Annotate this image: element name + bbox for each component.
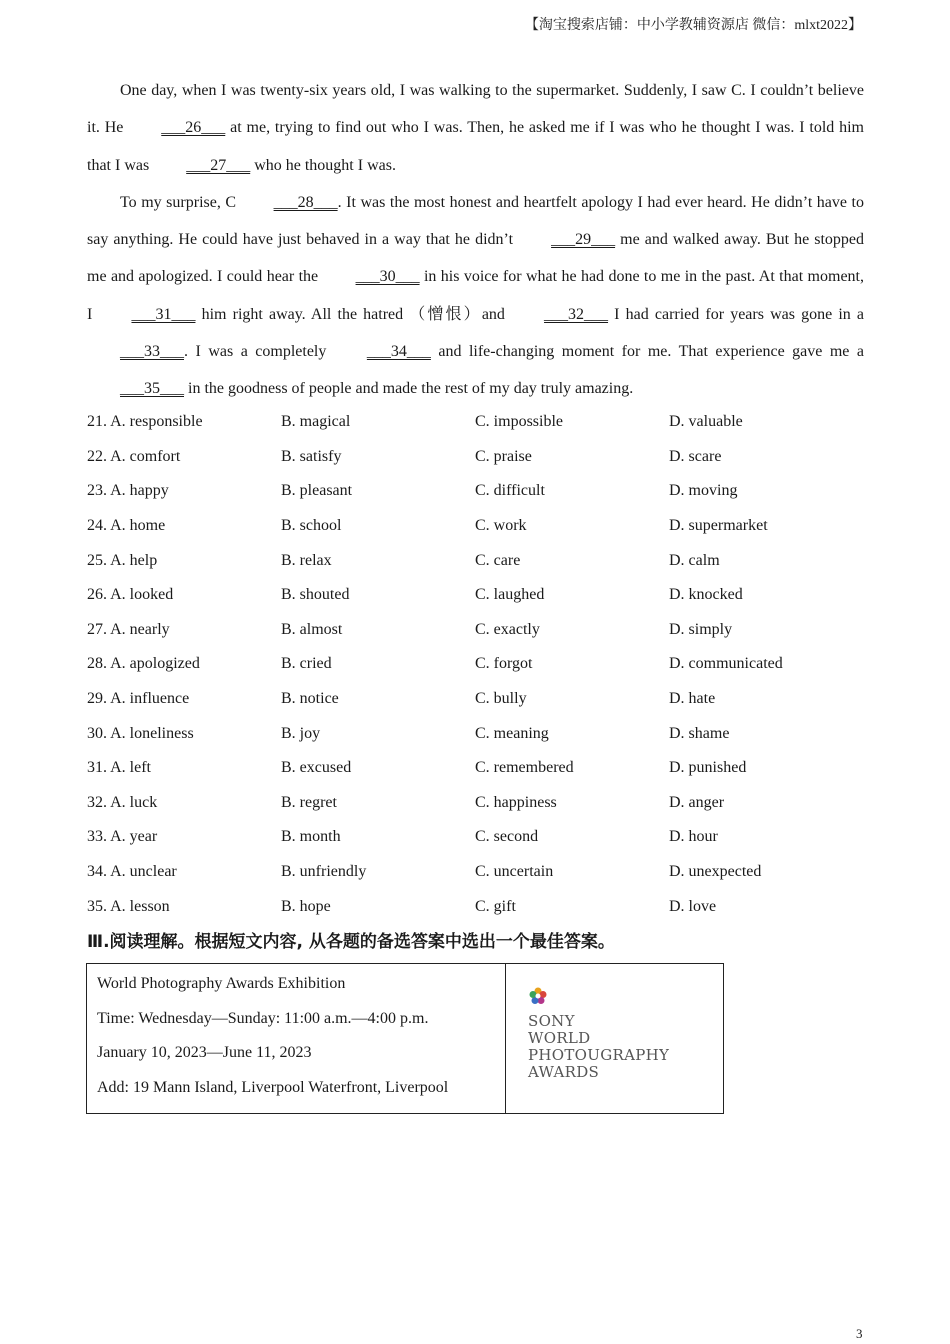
blank-28: ___28___: [273, 193, 338, 211]
page-header: 【淘宝搜索店铺：中小学教辅资源店 微信：mlxt2022】: [524, 18, 862, 33]
option-row: [87, 613, 864, 648]
option-d: D. hour: [669, 828, 718, 846]
option-a: 28. A. apologized: [87, 655, 200, 673]
option-d: D. moving: [669, 482, 738, 500]
text: I had carried for years was gone in a: [608, 305, 864, 323]
option-b: B. pleasant: [281, 482, 353, 500]
section-title: Ⅲ.阅读理解。根据短文内容, 从各题的备选答案中选出一个最佳答案。: [87, 932, 615, 952]
option-d: D. unexpected: [669, 863, 762, 881]
option-a: 23. A. happy: [87, 482, 169, 500]
option-a: 30. A. loneliness: [87, 724, 194, 742]
paragraph-1: [87, 72, 864, 184]
option-a: 22. A. comfort: [87, 447, 181, 465]
option-d: D. anger: [669, 793, 725, 811]
text: at me, trying to find out who I was. Then, he asked me if I was who he thought I was. I told him that I was: [87, 119, 865, 174]
text: and life-changing moment for me. That experience gave me a: [430, 343, 865, 361]
cloze-passage: [87, 72, 864, 408]
logo-line: SONY: [528, 1012, 575, 1030]
option-row: [87, 751, 864, 786]
exhibition-details: [87, 964, 506, 1113]
option-c: C. second: [475, 828, 539, 846]
logo-cell: [506, 964, 723, 1113]
option-b: B. satisfy: [281, 447, 342, 465]
logo-line: AWARDS: [528, 1063, 600, 1081]
text: him right away. All the hatred （憎恨）and: [195, 305, 512, 323]
option-c: C. work: [475, 517, 527, 535]
option-b: B. regret: [281, 793, 337, 811]
option-a: 32. A. luck: [87, 793, 158, 811]
option-d: D. valuable: [669, 413, 743, 431]
option-a: 33. A. year: [87, 828, 158, 846]
option-c: C. remembered: [475, 759, 574, 777]
blank-30: ___30___: [355, 268, 420, 286]
option-row: [87, 543, 864, 578]
option-b: B. notice: [281, 690, 339, 708]
logo-line: WORLD: [528, 1029, 591, 1047]
option-d: D. calm: [669, 551, 720, 569]
blank-32: ___32___: [544, 305, 609, 323]
text: To my surprise, C: [120, 193, 241, 211]
option-row: [87, 647, 864, 682]
option-c: C. care: [475, 551, 521, 569]
option-b: B. cried: [281, 655, 332, 673]
option-a: 21. A. responsible: [87, 413, 203, 431]
option-c: C. impossible: [475, 413, 564, 431]
option-c: C. laughed: [475, 586, 545, 604]
sony-awards-logo: [528, 986, 669, 1081]
blank-34: ___34___: [366, 343, 431, 361]
option-d: D. supermarket: [669, 517, 768, 535]
option-a: 29. A. influence: [87, 690, 190, 708]
option-row: [87, 682, 864, 717]
option-d: D. shame: [669, 724, 730, 742]
option-b: B. magical: [281, 413, 351, 431]
blank-35: ___35___: [120, 380, 184, 398]
option-row: [87, 889, 864, 924]
option-b: B. unfriendly: [281, 863, 367, 881]
blank-27: ___27___: [186, 156, 251, 174]
option-c: C. meaning: [475, 724, 549, 742]
option-b: B. relax: [281, 551, 332, 569]
text: who he thought I was.: [250, 156, 396, 174]
blank-33: ___33___: [120, 343, 184, 361]
option-c: C. uncertain: [475, 863, 554, 881]
option-d: D. scare: [669, 447, 722, 465]
option-d: D. punished: [669, 759, 747, 777]
text: in his voice for what he had done to me in the past. At that moment, I: [87, 268, 864, 323]
option-row: [87, 716, 864, 751]
blank-29: ___29___: [551, 231, 616, 249]
option-d: D. love: [669, 897, 717, 915]
option-b: B. school: [281, 517, 342, 535]
option-b: B. shouted: [281, 586, 350, 604]
option-row: [87, 786, 864, 821]
option-c: C. happiness: [475, 793, 557, 811]
page-number: 3: [856, 1326, 863, 1341]
option-row: [87, 474, 864, 509]
option-d: D. knocked: [669, 586, 743, 604]
option-row: [87, 855, 864, 890]
option-row: [87, 578, 864, 613]
option-c: C. gift: [475, 897, 516, 915]
exhibition-address: Add: 19 Mann Island, Liverpool Waterfront, Liverpool: [97, 1079, 449, 1097]
option-b: B. almost: [281, 620, 343, 638]
option-c: C. praise: [475, 447, 532, 465]
option-b: B. excused: [281, 759, 352, 777]
option-a: 26. A. looked: [87, 586, 174, 604]
option-c: C. difficult: [475, 482, 545, 500]
text: . It was the most honest and heartfelt apology I had ever heard. He didn’t have to say anything. He could have just behaved in a way that he didn’t: [87, 193, 864, 249]
text: me and walked away. But he stopped me and apologized. I could hear the: [87, 231, 865, 286]
option-b: B. month: [281, 828, 341, 846]
text: . I was a completely: [184, 343, 334, 361]
option-b: B. hope: [281, 897, 331, 915]
option-a: 35. A. lesson: [87, 897, 170, 915]
option-a: 31. A. left: [87, 759, 151, 777]
logo-text: [528, 1013, 669, 1081]
option-row: [87, 509, 864, 544]
exhibition-title: World Photography Awards Exhibition: [97, 975, 346, 992]
option-d: D. simply: [669, 620, 733, 638]
option-row: [87, 440, 864, 475]
option-a: 25. A. help: [87, 551, 158, 569]
exhibition-dates: January 10, 2023—June 11, 2023: [97, 1044, 312, 1062]
option-row: [87, 820, 864, 855]
option-a: 34. A. unclear: [87, 863, 177, 881]
option-c: C. forgot: [475, 655, 533, 673]
flower-icon: [528, 986, 548, 1006]
option-d: D. hate: [669, 690, 716, 708]
exhibition-info-table: [86, 963, 724, 1114]
option-b: B. joy: [281, 724, 321, 742]
option-c: C. exactly: [475, 620, 540, 638]
option-d: D. communicated: [669, 655, 783, 673]
exhibition-time: Time: Wednesday—Sunday: 11:00 a.m.—4:00 p.m.: [97, 1009, 429, 1027]
logo-line: PHOTOUGRAPHY: [528, 1046, 670, 1064]
blank-26: ___26___: [161, 119, 226, 137]
option-c: C. bully: [475, 690, 527, 708]
option-a: 24. A. home: [87, 517, 166, 535]
option-row: [87, 405, 864, 440]
paragraph-2: [87, 184, 864, 408]
blank-31: ___31___: [131, 305, 196, 323]
option-a: 27. A. nearly: [87, 620, 170, 638]
answer-options: [87, 405, 864, 924]
text: One day, when I was twenty-six years old, I was walking to the supermarket. Suddenly, I saw C. I couldn’t believe it. He: [87, 82, 864, 137]
text: in the goodness of people and made the rest of my day truly amazing.: [184, 380, 634, 398]
